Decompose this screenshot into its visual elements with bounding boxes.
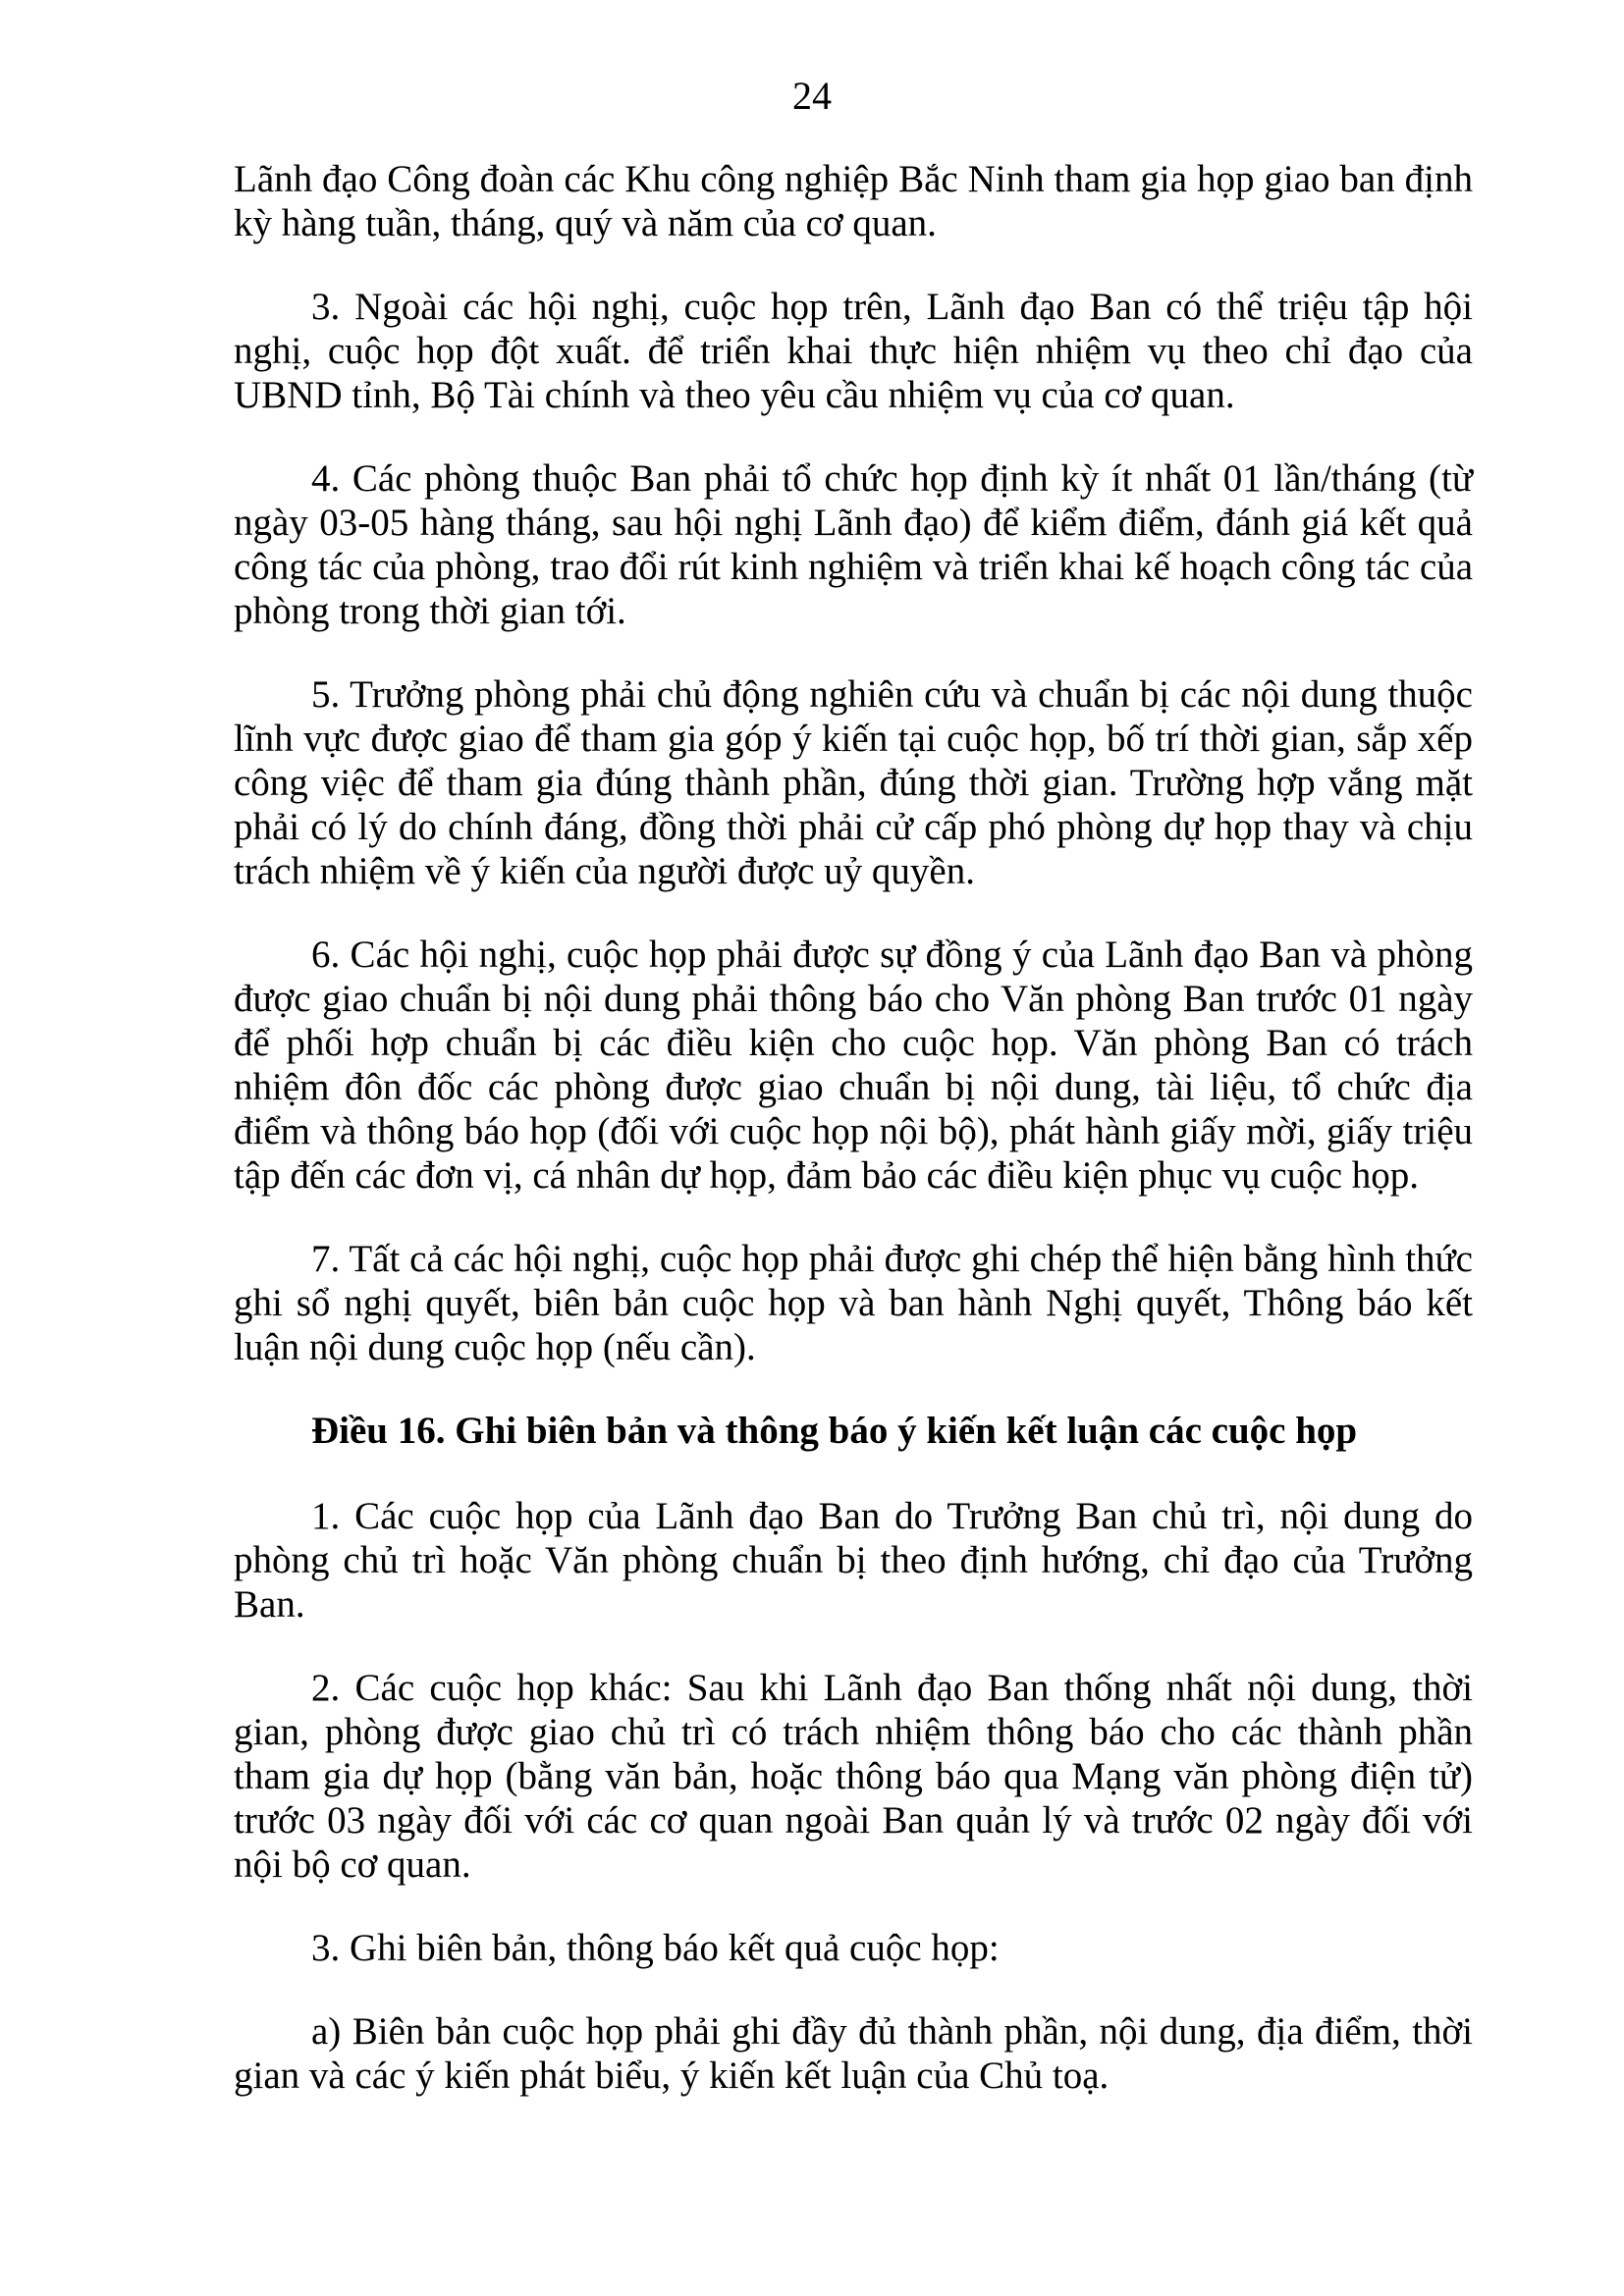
article-heading: Điều 16. Ghi biên bản và thông báo ý kiến kết luận các cuộc họp	[311, 1410, 1358, 1452]
article-paragraph-3a: a) Biên bản cuộc họp phải ghi đầy đủ thành phần, nội dung, địa điểm, thời gian và các ý kiến phát biểu, ý kiến kết luận của Chủ toạ.	[234, 2010, 1473, 2097]
paragraph-item-7: 7. Tất cả các hội nghị, cuộc họp phải được ghi chép thể hiện bằng hình thức ghi sổ nghị quyết, biên bản cuộc họp và ban hành Nghị quyết, Thông báo kết luận nội dung cuộc họp (nếu cần).	[234, 1238, 1473, 1368]
paragraph-item-6: 6. Các hội nghị, cuộc họp phải được sự đồng ý của Lãnh đạo Ban và phòng được giao chuẩn bị nội dung phải thông báo cho Văn phòng Ban trước 01 ngày để phối hợp chuẩn bị các điều kiện cho cuộc họp. Văn phòng Ban có trách nhiệm đôn đốc các phòng được giao chuẩn bị nội dung, tài liệu, tổ chức địa điểm và thông báo họp (đối với cuộc họp nội bộ), phát hành giấy mời, giấy triệu tập đến các đơn vị, cá nhân dự họp, đảm bảo các điều kiện phục vụ cuộc họp.	[234, 934, 1473, 1197]
article-paragraph-2: 2. Các cuộc họp khác: Sau khi Lãnh đạo Ban thống nhất nội dung, thời gian, phòng được giao chủ trì có trách nhiệm thông báo cho các thành phần tham gia dự họp (bằng văn bản, hoặc thông báo qua Mạng văn phòng điện tử) trước 03 ngày đối với các cơ quan ngoài Ban quản lý và trước 02 ngày đối với nội bộ cơ quan.	[234, 1667, 1473, 1886]
article-paragraph-3: 3. Ghi biên bản, thông báo kết quả cuộc họp:	[311, 1927, 1000, 1969]
paragraph-continuation: Lãnh đạo Công đoàn các Khu công nghiệp Bắc Ninh tham gia họp giao ban định kỳ hàng tuần, tháng, quý và năm của cơ quan.	[234, 158, 1473, 244]
article-paragraph-1: 1. Các cuộc họp của Lãnh đạo Ban do Trưởng Ban chủ trì, nội dung do phòng chủ trì hoặc Văn phòng chuẩn bị theo định hướng, chỉ đạo của Trưởng Ban.	[234, 1495, 1473, 1626]
paragraph-item-4: 4. Các phòng thuộc Ban phải tổ chức họp định kỳ ít nhất 01 lần/tháng (từ ngày 03-05 hàng tháng, sau hội nghị Lãnh đạo) để kiểm điểm, đánh giá kết quả công tác của phòng, trao đổi rút kinh nghiệm và triển khai kế hoạch công tác của phòng trong thời gian tới.	[234, 457, 1473, 632]
paragraph-item-5: 5. Trưởng phòng phải chủ động nghiên cứu và chuẩn bị các nội dung thuộc lĩnh vực được giao để tham gia góp ý kiến tại cuộc họp, bố trí thời gian, sắp xếp công việc để tham gia đúng thành phần, đúng thời gian. Trường hợp vắng mặt phải có lý do chính đáng, đồng thời phải cử cấp phó phòng dự họp thay và chịu trách nhiệm về ý kiến của người được uỷ quyền.	[234, 673, 1473, 892]
document-body	[234, 157, 1473, 2137]
paragraph-item-3: 3. Ngoài các hội nghị, cuộc họp trên, Lãnh đạo Ban có thể triệu tập hội nghị, cuộc họp đột xuất. để triển khai thực hiện nhiệm vụ theo chỉ đạo của UBND tỉnh, Bộ Tài chính và theo yêu cầu nhiệm vụ của cơ quan.	[234, 286, 1473, 416]
page-number: 24	[792, 74, 832, 118]
